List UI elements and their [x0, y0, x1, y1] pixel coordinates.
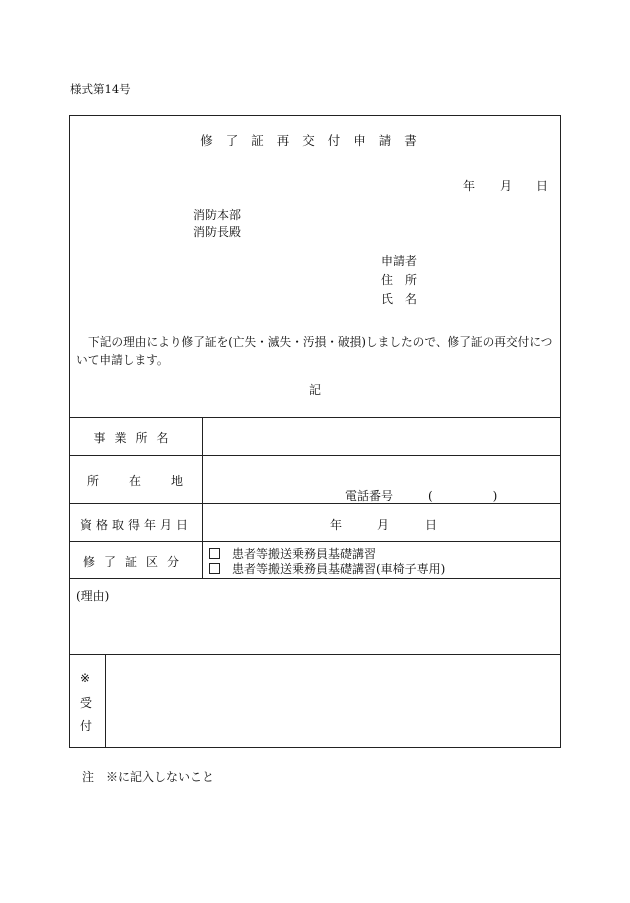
applicant-block [381, 252, 417, 309]
addressee-fire-chief: 消防長殿 [193, 225, 242, 239]
table-top-line [69, 417, 561, 418]
location-label: 所在地 [87, 474, 214, 488]
qualification-year: 年 [330, 518, 343, 532]
option-basic-course-label: 患者等搬送乗務員基礎講習 [232, 547, 377, 561]
footer-note: 注 ※に記入しないこと [82, 770, 215, 784]
reason-label: (理由) [76, 589, 110, 603]
date-month: 月 [500, 179, 513, 193]
business-name-label: 事業所名 [93, 431, 178, 445]
certificate-type-label: 修了証区分 [82, 555, 188, 569]
reception-char-1: 受 [80, 696, 93, 710]
row-divider-5 [69, 654, 561, 655]
phone-parentheses: ( ) [428, 489, 498, 503]
label-column-divider [202, 417, 203, 578]
qualification-month: 月 [377, 518, 390, 532]
checkbox-icon[interactable] [209, 563, 220, 574]
row-divider-1 [69, 455, 561, 456]
qualification-day: 日 [425, 518, 438, 532]
phone-label: 電話番号 [345, 489, 394, 503]
date-year: 年 [463, 179, 476, 193]
ki-heading: 記 [308, 383, 321, 397]
applicant-label: 申請者 [381, 254, 418, 268]
row-divider-3 [69, 541, 561, 542]
option-wheelchair-course-label: 患者等搬送乗務員基礎講習(車椅子専用) [232, 562, 446, 576]
reception-char-2: 付 [80, 719, 93, 733]
address-label: 住 所 [381, 273, 418, 287]
row-divider-4 [69, 578, 561, 579]
option-wheelchair-course[interactable] [209, 560, 445, 577]
addressee-block [193, 207, 241, 241]
reception-column-divider [105, 654, 106, 748]
checkbox-icon[interactable] [209, 548, 220, 559]
statement-text: 下記の理由により修了証を(亡失・滅失・汚損・破損)しましたので、修了証の再交付について申請します。 [76, 335, 553, 367]
name-label: 氏 名 [381, 292, 418, 306]
date-day: 日 [536, 179, 549, 193]
qualification-date-label: 資格取得年月日 [80, 518, 193, 532]
addressee-fire-headquarters: 消防本部 [193, 208, 242, 222]
form-title: 修了証再交付申請書 [200, 133, 430, 148]
reception-mark: ※ [80, 671, 91, 685]
form-number: 様式第14号 [70, 82, 131, 96]
